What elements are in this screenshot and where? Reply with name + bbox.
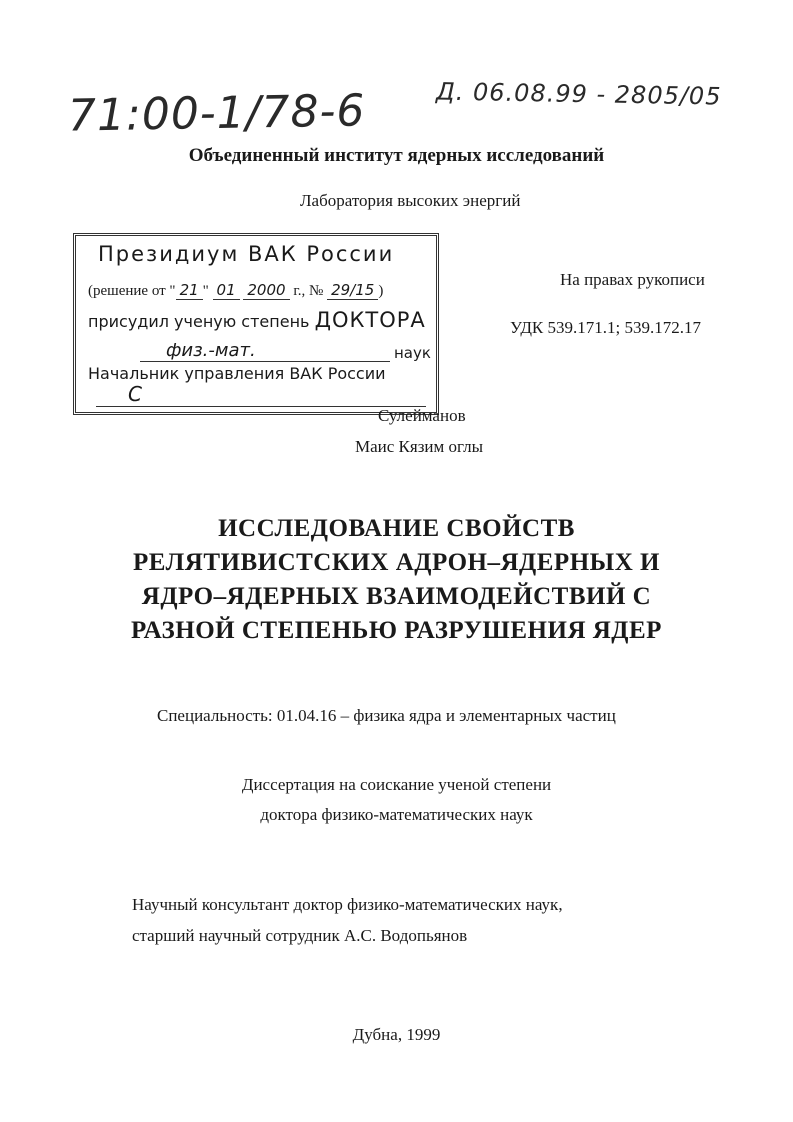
vak-stamp xyxy=(73,233,439,415)
dissertation-line-1: Диссертация на соискание ученой степени xyxy=(241,775,552,794)
thesis-title-line: РАЗНОЙ СТЕПЕНЬЮ РАЗРУШЕНИЯ ЯДЕР xyxy=(131,617,662,644)
author-name: Маис Кязим оглы xyxy=(355,437,484,456)
stamp-awarded xyxy=(88,308,426,332)
stamp-signature-line xyxy=(96,406,426,407)
stamp-decision-label: (решение от " xyxy=(88,283,176,299)
stamp-field-suffix: наук xyxy=(394,344,431,362)
manuscript-rights: На правах рукописи xyxy=(560,270,705,289)
dissertation-line-2: доктора физико-математических наук xyxy=(260,805,533,824)
stamp-decision-number: 29/15 xyxy=(327,281,378,300)
thesis-title-line: РЕЛЯТИВИСТСКИХ АДРОН–ЯДЕРНЫХ И xyxy=(133,549,660,576)
institute-name: Объединенный институт ядерных исследований xyxy=(188,145,605,166)
consultant-line-1: Научный консультант доктор физико-математических наук, xyxy=(132,895,563,914)
thesis-title-line: ИССЛЕДОВАНИЕ СВОЙСТВ xyxy=(218,515,575,542)
handwritten-registration: Д. 06.08.99 - 2805/05 xyxy=(435,77,722,111)
stamp-decision-sep: " xyxy=(202,283,209,299)
consultant-line-2: старший научный сотрудник А.С. Водопьянов xyxy=(132,926,468,945)
stamp-awarded-prefix: присудил ученую степень xyxy=(88,312,310,331)
stamp-title: Президиум ВАК России xyxy=(98,242,395,266)
thesis-title xyxy=(0,512,793,648)
stamp-field: физ.-мат. xyxy=(140,340,390,362)
stamp-decision-year-suffix: г., № xyxy=(293,283,324,299)
place-year: Дубна, 1999 xyxy=(352,1025,441,1044)
stamp-decision-close: ) xyxy=(378,283,384,299)
udk-code: УДК 539.171.1; 539.172.17 xyxy=(510,318,701,337)
stamp-degree: ДОКТОРА xyxy=(314,308,426,332)
thesis-title-line: ЯДРО–ЯДЕРНЫХ ВЗАИМОДЕЙСТВИЙ С xyxy=(141,583,652,610)
stamp-signature: С xyxy=(128,382,142,406)
stamp-head-title: Начальник управления ВАК России xyxy=(88,364,386,383)
handwritten-catalog-number: 71:00-1/78-6 xyxy=(67,85,366,142)
stamp-decision xyxy=(88,281,383,300)
stamp-decision-month: 01 xyxy=(213,281,240,300)
speciality: Специальность: 01.04.16 – физика ядра и элементарных частиц xyxy=(157,706,616,725)
author-surname: Сулейманов xyxy=(378,406,466,425)
stamp-decision-year: 2000 xyxy=(243,281,289,300)
laboratory-name: Лаборатория высоких энергий xyxy=(300,191,521,210)
stamp-decision-day: 21 xyxy=(176,281,203,300)
